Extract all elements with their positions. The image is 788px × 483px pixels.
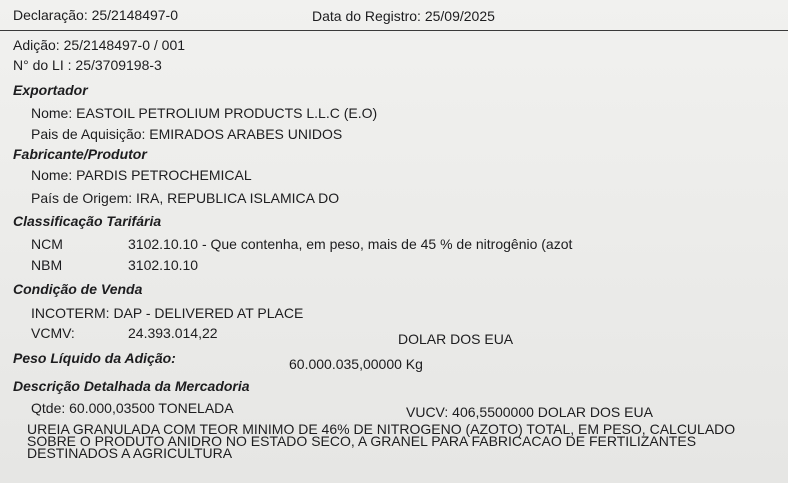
vucv: VUCV: 406,5500000 DOLAR DOS EUA bbox=[406, 404, 653, 420]
ncm-value: 3102.10.10 - Que contenha, em peso, mais de 45 % de nitrogênio (azot bbox=[128, 236, 573, 252]
peso-liquido-label: Peso Líquido da Adição: bbox=[13, 350, 176, 366]
quantidade: Qtde: 60.000,03500 TONELADA bbox=[31, 400, 234, 416]
vcmv-label: VCMV: bbox=[31, 325, 75, 341]
header-rule bbox=[0, 30, 788, 31]
exportador-heading: Exportador bbox=[13, 82, 88, 98]
peso-liquido-value: 60.000.035,00000 Kg bbox=[289, 356, 423, 372]
nbm-value: 3102.10.10 bbox=[128, 257, 199, 273]
adicao-number: Adição: 25/2148497-0 / 001 bbox=[13, 37, 186, 53]
exportador-name: Nome: EASTOIL PETROLIUM PRODUCTS L.L.C (E.O) bbox=[31, 105, 378, 121]
declaracao-number: Declaração: 25/2148497-0 bbox=[13, 7, 179, 23]
vcmv-value: 24.393.014,22 bbox=[128, 325, 218, 341]
condicao-venda-heading: Condição de Venda bbox=[13, 281, 143, 297]
pais-aquisicao: Pais de Aquisição: EMIRADOS ARABES UNIDOS bbox=[31, 126, 343, 142]
fabricante-heading: Fabricante/Produtor bbox=[13, 146, 147, 162]
classificacao-heading: Classificação Tarifária bbox=[13, 213, 162, 229]
vcmv-currency: DOLAR DOS EUA bbox=[398, 331, 514, 347]
descricao-line-1: UREIA GRANULADA COM TEOR MINIMO DE 46% DE NITROGENO (AZOTO) TOTAL, EM PESO, CALCULADO bbox=[27, 421, 736, 437]
registration-date: Data do Registro: 25/09/2025 bbox=[312, 8, 495, 24]
incoterm: INCOTERM: DAP - DELIVERED AT PLACE bbox=[31, 305, 304, 321]
nbm-label: NBM bbox=[31, 257, 63, 273]
pais-origem: País de Origem: IRA, REPUBLICA ISLAMICA DO bbox=[31, 190, 340, 206]
descricao-heading: Descrição Detalhada da Mercadoria bbox=[13, 378, 250, 394]
li-number: N° do LI : 25/3709198-3 bbox=[13, 57, 162, 73]
descricao-line-2: SOBRE O PRODUTO ANIDRO NO ESTADO SECO, A GRANEL PARA FABRICACAO DE FERTILIZANTES bbox=[27, 433, 697, 449]
ncm-label: NCM bbox=[31, 236, 63, 252]
descricao-line-3: DESTINADOS A AGRICULTURA bbox=[27, 445, 233, 461]
descricao-text bbox=[27, 423, 787, 459]
fabricante-name: Nome: PARDIS PETROCHEMICAL bbox=[31, 167, 252, 183]
